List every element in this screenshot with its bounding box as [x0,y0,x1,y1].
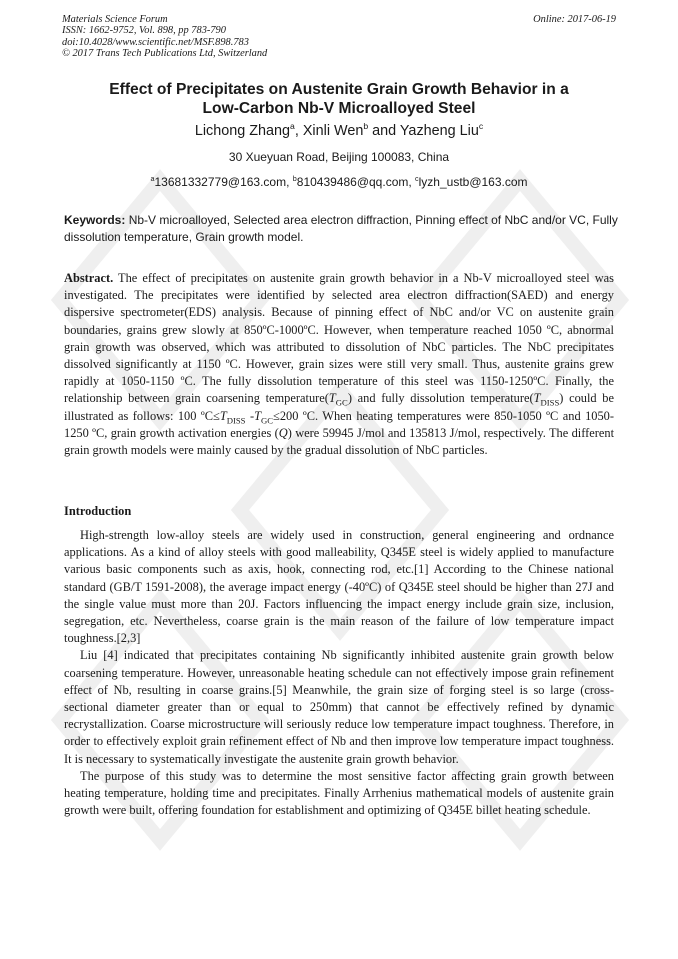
abstract-text: ≤200 ºC. When heating temperatures were 850-1050 ºC and 1050-1250 ºC, grain growth activation energies ( [64,408,614,440]
section-heading: Introduction [64,504,132,518]
email-address: 810439486@qq.com, [296,175,416,189]
issn-line: ISSN: 1662-9752, Vol. 898, pp 783-790 [62,25,226,37]
body-paragraph: High-strength low-alloy steels are widely used in construction, general engineering and ordnance applications. As a kind of alloy steels with good malleability, Q345E steel is widely applied to manufacture various basic components such as axis, hook, connecting rod, etc.[1] According to the Chinese national standard (GB/T 1591-2008), the average impact energy (-40ºC) of Q345E steel should be higher than 27J and the single value must more than 20J. Factors influencing the impact energy include grain size, inclusion, segregation, etc. Nevertheless, coarse grain is the main reason of the failure of low temperature impact toughness.[2,3] [64,528,614,646]
symbol-subscript: DISS [226,415,246,426]
email-mark: c [415,174,419,183]
abstract-text: ) were 59945 J/mol and 135813 J/mol, respectively. The different grain growth models were mainly caused by the gradual dissolution of NbC particles. [64,425,615,458]
author-affiliation-mark: b [363,121,369,132]
author-list [60,122,618,140]
online-date: Online: 2017-06-19 [533,14,616,25]
email-mark: a [150,174,155,183]
author-emails [60,175,618,190]
keywords-text: Nb-V microalloyed, Selected area electron diffraction, Pinning effect of NbC and/or VC, Fully dissolution temperature, Grain growth model. [64,213,618,244]
keywords-block [64,212,618,246]
author-name: Lichong Zhang [194,123,291,139]
abstract-label: Abstract. [64,271,114,285]
symbol-t: T [328,391,336,406]
symbol-t: T [219,408,227,423]
copyright-line: © 2017 Trans Tech Publications Ltd, Switzerland [62,47,268,59]
email-mark: b [292,174,297,183]
symbol-q: Q [278,425,288,440]
author-separator: , [294,123,303,139]
abstract-text: - [245,408,255,423]
paper-title [60,80,618,118]
author-affiliation-mark: c [478,121,484,132]
author-separator: and [368,123,400,139]
title-line-1: Effect of Precipitates on Austenite Grain Growth Behavior in a [109,81,569,98]
affiliation-address: 30 Xueyuan Road, Beijing 100083, China [228,150,450,164]
abstract-text: The effect of precipitates on austenite grain growth behavior in a Nb-V microalloyed steel was investigated. The precipitates were identified by selected area electron diffraction(SAED) and energy dispersive spectrometer(EDS) analysis. Because of pinning effect of NbC and/or VC on austenite grain boundaries, grains grew slowly at 850ºC-1000ºC. However, when temperature reached 1050 ºC, abnormal grain growth was observed, which was attributed to dissolution of NbC particles. The NbC precipitates dissolved significantly at 1150 ºC. However, grain sizes were still very small. Thus, austenite grains grew rapidly at 1050-1150 ºC. The fully dissolution temperature of this steel was 1150-1250ºC. Finally, the relationship between grain coarsening temperature( [64,271,614,406]
introduction-body [64,527,614,819]
email-address: 13681332779@163.com, [154,175,293,189]
abstract-text: ) and fully dissolution temperature( [347,391,534,406]
title-line-2: Low-Carbon Nb-V Microalloyed Steel [202,100,476,117]
doi-line: doi:10.4028/www.scientific.net/MSF.898.783 [62,36,249,48]
body-paragraph: Liu [4] indicated that precipitates containing Nb significantly inhibited austenite grain growth below coarsening temperature. However, unreasonable heating schedule can not effectively impose grain refinement effect of Nb, resulting in coarse grains.[5] Meanwhile, the grain size of forging steel is so large (cross-sectional diameter greater than or equal to 250mm) that cannot be effectively refined by dynamic recrystallization. Coarse microstructure will seriously reduce low temperature impact toughness. Therefore, in order to effectively exploit grain refinement effect of Nb and then improve low temperature impact toughness. It is necessary to systematically investigate the austenite grain growth behavior. [64,648,614,766]
author-name: Xinli Wen [302,123,364,139]
author-affiliation-mark: a [290,121,295,132]
symbol-t: T [533,391,541,406]
abstract-text: ) could be illustrated as follows: 100 ºC≤ [64,391,614,423]
body-paragraph: The purpose of this study was to determine the most sensitive factor affecting grain growth between heating temperature, holding time and precipitates. Finally Arrhenius mathematical models of austenite grain growth were built, offering foundation for establishment and optimizing of Q345E billet heating schedule. [64,768,614,818]
journal-name: Materials Science Forum [62,14,168,25]
abstract-block [64,270,614,459]
symbol-subscript: GC [335,397,348,408]
journal-header [62,14,616,59]
keywords-label: Keywords: [64,213,126,227]
author-name: Yazheng Liu [399,123,479,139]
email-address: lyzh_ustb@163.com [418,175,528,189]
symbol-subscript: GC [260,415,274,426]
symbol-t: T [254,408,261,423]
symbol-subscript: DISS [540,397,560,408]
